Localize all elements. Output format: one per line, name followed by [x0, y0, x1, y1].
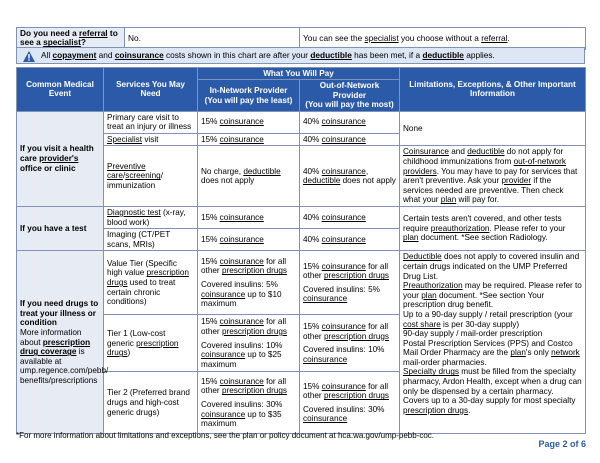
page-number: Page 2 of 6 — [538, 439, 586, 449]
out-network-cost: 40% coinsurance, deductible does not apply — [300, 146, 400, 207]
footnote: *For more information about limitations and exceptions, see the plan or policy document at hca.wa.gov/ump-pebb-coc. — [16, 431, 434, 440]
header-event: Common Medical Event — [17, 68, 104, 112]
in-network-cost: 15% coinsurance — [198, 206, 300, 228]
out-network-cost: 40% coinsurance — [300, 206, 400, 228]
out-network-cost: 15% coinsurance for all other prescription drugs Covered insulins: 5% coinsurance — [300, 251, 400, 315]
cost-notice — [16, 47, 585, 64]
header-row-1 — [17, 68, 586, 80]
in-network-cost: 15% coinsurance — [198, 133, 300, 146]
in-network-cost: 15% coinsurance — [198, 229, 300, 251]
table-row — [17, 111, 586, 133]
warning-icon — [23, 51, 35, 62]
in-network-cost: 15% coinsurance — [198, 111, 300, 133]
in-network-cost: 15% coinsurance for all other prescription drugs Covered insulins: 30% coinsurance up to $35 maximum — [198, 372, 300, 434]
limitations-text: Coinsurance and deductible do not apply for childhood immunizations from out-of-network providers. You may have to pay for services that aren't preventive. Ask your provider if the services needed are preventive. Then check what your plan will pay for. — [400, 146, 586, 207]
out-network-cost: 40% coinsurance — [300, 229, 400, 251]
event-drugs: If you need drugs to treat your illness or condition More information about prescription drug coverage is available at ump.regence.com/pebb/ benefits/prescriptions — [17, 251, 104, 434]
header-what-you-pay: What You Will Pay — [198, 68, 400, 80]
table-row — [17, 206, 586, 228]
in-network-cost: 15% coinsurance for all other prescription drugs Covered insulins: 10% coinsurance up to $25 maximum — [198, 315, 300, 372]
out-network-cost: 40% coinsurance — [300, 111, 400, 133]
referral-note: You can see the specialist you choose without a referral. — [300, 28, 586, 50]
header-out-network: Out-of-Network Provider (You will pay the most) — [300, 80, 400, 111]
notice-text: All copayment and coinsurance costs shown in this chart are after your deductible has been met, if a deductible applies. — [41, 50, 495, 60]
service-preventive: Preventive care/screening/ immunization — [104, 146, 198, 207]
service-diagnostic: Diagnostic test (x-ray, blood work) — [104, 206, 198, 228]
in-network-cost: No charge, deductible does not apply — [198, 146, 300, 207]
limitations-text: Deductible does not apply to covered insulin and certain drugs indicated on the UMP Preferred Drug List. Preauthorization may be required. Please refer to your plan document. *See section Your prescription drug benefit. Up to a 90-day supply / retail prescription (your cost share is per 30-day supply) 90-day supply / mail-order prescription Postal Prescription Services (PPS) and Costco Mail Order Pharmacy are the plan's only network mail-order pharmacies. Specialty drugs must be filled from the specialty pharmacy, Ardon Health, except when a drug can only be dispensed by a certain pharmacy. Covers up to a 30-day supply for most specialty prescription drugs. — [400, 251, 586, 434]
out-network-cost: 15% coinsurance for all other prescription drugs Covered insulins: 10% coinsurance — [300, 315, 400, 372]
table-row — [17, 251, 586, 315]
service-primary-care: Primary care visit to treat an injury or illness — [104, 111, 198, 133]
header-services: Services You May Need — [104, 68, 198, 112]
service-value-tier: Value Tier (Specific high value prescription drugs used to treat certain chronic conditions) — [104, 251, 198, 315]
limitations-text: Certain tests aren't covered, and other tests require preauthorization. Please refer to your plan document. *See section Radiology. — [400, 206, 586, 250]
in-network-cost: 15% coinsurance for all other prescription drugs Covered insulins: 5% coinsurance up to $10 maximum — [198, 251, 300, 315]
service-tier-1: Tier 1 (Low-cost generic prescription drugs) — [104, 315, 198, 372]
service-imaging: Imaging (CT/PET scans, MRIs) — [104, 229, 198, 251]
referral-answer: No. — [125, 28, 300, 50]
service-tier-2: Tier 2 (Preferred brand drugs and high-cost generic drugs) — [104, 372, 198, 434]
referral-question: Do you need a referral to see a specialist? — [17, 28, 125, 50]
out-network-cost: 15% coinsurance for all other prescription drugs Covered insulins: 30% coinsurance — [300, 372, 400, 434]
out-network-cost: 40% coinsurance — [300, 133, 400, 146]
event-test: If you have a test — [17, 206, 104, 250]
header-in-network: In-Network Provider (You will pay the least) — [198, 80, 300, 111]
cost-table — [16, 67, 586, 434]
header-limitations: Limitations, Exceptions, & Other Important Information — [400, 68, 586, 112]
limitations-text: None — [400, 111, 586, 146]
service-specialist: Specialist visit — [104, 133, 198, 146]
event-office-visit: If you visit a health care provider's office or clinic — [17, 111, 104, 206]
